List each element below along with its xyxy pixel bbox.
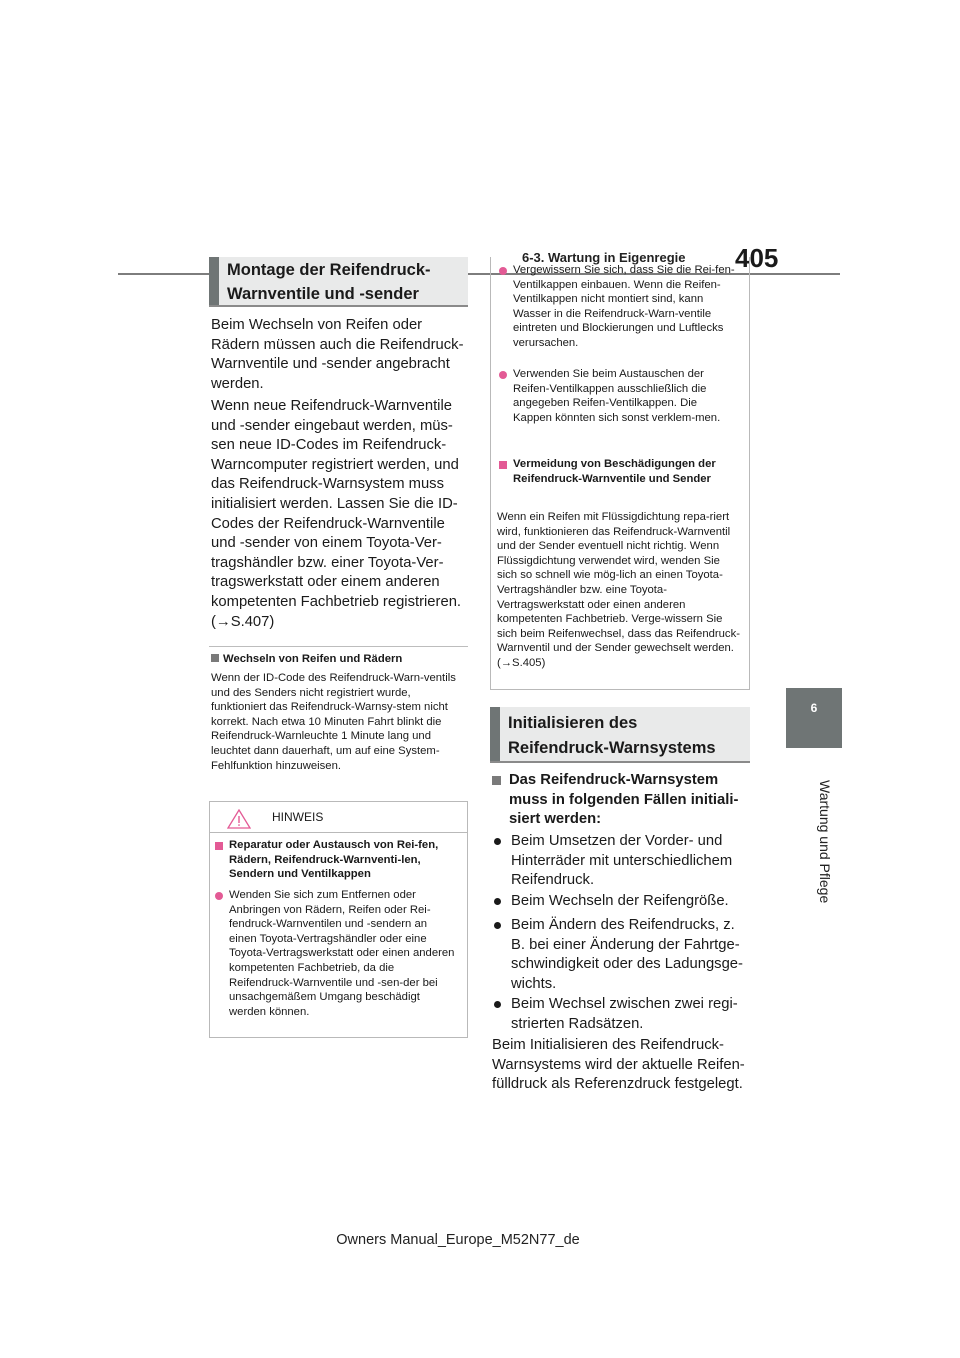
chapter-tab-label (786, 780, 842, 903)
heading-accent-bar (209, 257, 219, 307)
round-bullet-icon (499, 267, 507, 275)
list-item-text: Beim Wechseln der Reifengröße. (511, 893, 729, 909)
heading-text: Montage der Reifendruck-Warnventile und -sender (227, 261, 431, 303)
hinweis-header (210, 802, 467, 833)
section-title: 6-3. Wartung in Eigenregie (522, 250, 686, 265)
continuation-text: Wenn ein Reifen mit Flüssigdichtung repa-riert wird, funktionieren das Reifendruck-Warnventil und der Sender eventuell nicht richtig. Wenn Flüssigdichtung verwendet wird, wenden Sie sich so schnell wie mög-lich an einen Toyota-Vertragshändler bzw. eine Toyota-Vertragswerkstatt oder einen anderen kompetenten Fachbetrieb. Verge-wissern Sie sich beim Reifenwechsel, dass das Reifendruck-Warnventil und der Sender gewechselt werden. (→S.405) (497, 511, 740, 669)
bullet-dot-icon (494, 1001, 501, 1008)
list-item (494, 916, 750, 996)
heading-underline (490, 761, 750, 763)
heading-underline (209, 305, 468, 307)
square-bullet-icon (492, 776, 501, 785)
hinweis-continuation-box (490, 257, 750, 690)
list-item (494, 995, 750, 1035)
page-number: 405 (735, 243, 779, 273)
chapter-tab-number: 6 (786, 688, 842, 748)
heading-accent-bar (490, 707, 500, 763)
hinweis-label: HINWEIS (272, 810, 324, 824)
continuation-subhead-text: Vermeidung von Beschädigungen der Reifendruck-Warnventile und Sender (513, 458, 716, 485)
section-heading-montage (209, 257, 468, 307)
square-bullet-icon (215, 842, 223, 850)
paragraph-registration (211, 397, 466, 632)
heading-text: Initialisieren des Reifendruck-Warnsystems (508, 714, 716, 757)
square-bullet-icon (211, 654, 219, 662)
round-bullet-icon (499, 371, 507, 379)
bullet-dot-icon (494, 898, 501, 905)
paragraph-closing: Beim Initialisieren des Reifendruck-Warnsystems wird der aktuelle Reifen-fülldruck als Referenzdruck festgelegt. (492, 1037, 745, 1093)
bullet-dot-icon (494, 838, 501, 845)
note-divider (209, 646, 468, 647)
initialization-subhead-text: Das Reifendruck-Warnsystem muss in folgenden Fällen initiali-siert werden: (509, 772, 739, 828)
section-heading-initialisieren (490, 707, 750, 763)
paragraph-intro: Beim Wechseln von Reifen oder Rädern müssen auch die Reifendruck-Warnventile und -sender angebracht werden. (211, 317, 464, 392)
warning-triangle-icon (227, 809, 251, 829)
footer (0, 1232, 960, 1248)
note-title (211, 652, 466, 667)
bullet-dot-icon (494, 922, 501, 929)
hinweis-subhead-text: Reparatur oder Austausch von Rei-fen, Rädern, Reifendruck-Warnventi-len, Sendern und Ventilkappen (229, 839, 439, 881)
note-text: Wenn der ID-Code des Reifendruck-Warn-ventils und des Senders nicht registriert wurde, funktioniert das Reifendruck-Warnsy-stem nicht korrekt. Nach etwa 10 Minuten Fahrt blinkt die Reifendruck-Warnleuchte 1 Minute lang und leuchtet dann dauerhaft, um auf eine System-Fehlfunktion hinzuweisen. (211, 672, 456, 772)
list-item (494, 892, 750, 912)
continuation-item-text: Verwenden Sie beim Austauschen der Reifen-Ventilkappen ausschließlich die angegeben Reifen-Ventilkappen. Die Kappen könnten sich sonst verklem-men. (513, 368, 721, 424)
list-item-text: Beim Wechsel zwischen zwei regi-strierten Radsätzen. (511, 996, 738, 1032)
note-title-text: Wechseln von Reifen und Rädern (223, 653, 403, 665)
list-item-text: Beim Ändern des Reifendrucks, z. B. bei einer Änderung der Fahrtge-schwindigkeit oder des Ladungsge-wichts. (511, 917, 743, 992)
list-item (494, 832, 750, 892)
hinweis-item-text: Wenden Sie sich zum Entfernen oder Anbringen von Rädern, Reifen oder Rei-fendruck-Warnventilen und -sendern an einen Toyota-Vertragshändler oder eine Toyota-Vertragswerkstatt oder einen anderen kompetenten Fachbetrieb, da die Reifendruck-Warnventile und -sen-der bei unsachgemäßem Umgang beschädigt werden können. (229, 889, 455, 1018)
footer-text: Owners Manual_Europe_M52N77_de (336, 1232, 580, 1248)
square-bullet-icon (499, 461, 507, 469)
chapter-tab-label-text: Wartung und Pflege (817, 780, 833, 904)
hinweis-box (209, 801, 468, 1038)
round-bullet-icon (215, 892, 223, 900)
page-reference: (→S.407) (211, 613, 275, 630)
continuation-item-text: Vergewissern Sie sich, dass Sie die Rei-fen-Ventilkappen einbauen. Wenn die Reifen-Ventilkappen nicht montiert sind, kann Wasser in die Reifendruck-Warn-ventile eintreten und Blockierungen und Luftlecks verursachen. (513, 264, 735, 349)
initialization-subhead (492, 771, 750, 831)
list-item-text: Beim Umsetzen der Vorder- und Hinterräder mit unterschiedlichem Reifendruck. (511, 833, 733, 889)
paragraph-registration-text: Wenn neue Reifendruck-Warnventile und -sender eingebaut werden, müs-sen neue ID-Codes im Reifendruck-Warncomputer registriert werden, und das Reifendruck-Warnsystem muss initialisiert werden. Lassen Sie die ID-Codes der Reifendruck-Warnventile und -sender von einem Toyota-Ver-tragshändler bzw. einer Toyota-Ver-tragswerkstatt oder einem anderen kompetenten Fachbetrieb registrieren. (211, 398, 462, 610)
